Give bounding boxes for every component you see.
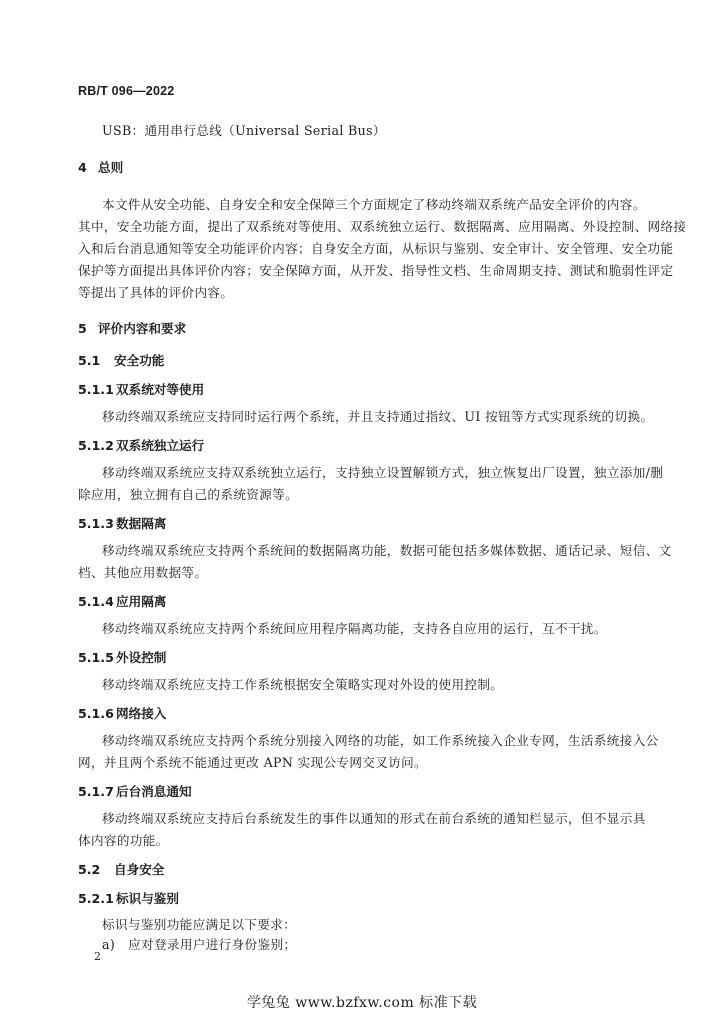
section-title: 安全功能 [114, 353, 165, 368]
standard-code: RB/T 096—2022 [78, 84, 175, 98]
section-title: 网络接入 [116, 706, 167, 721]
section-5-1-2-heading [78, 435, 204, 454]
section-number: 5.1.6 [78, 706, 114, 721]
section-number: 5.2.1 [78, 891, 114, 906]
paragraph-line: 档、其他应用数据等。 [78, 565, 208, 580]
paragraph-line: 等提出了具体的评价内容。 [78, 285, 234, 300]
paragraph-line: 除应用，独立拥有自己的系统资源等。 [78, 487, 299, 502]
paragraph-line: 移动终端双系统应支持两个系统分别接入网络的功能，如工作系统接入企业专网，生活系统接入公 [102, 733, 659, 748]
section-title: 外设控制 [116, 650, 167, 665]
section-5-1-1-heading [78, 379, 204, 398]
section-number: 5.1.7 [78, 784, 114, 799]
paragraph-line: 移动终端双系统应支持同时运行两个系统，并且支持通过指纹、UI 按钮等方式实现系统的切换。 [102, 409, 654, 424]
paragraph-line: 移动终端双系统应支持两个系统间应用程序隔离功能，支持各自应用的运行，互不干扰。 [102, 621, 607, 636]
section-number: 5.1.2 [78, 438, 114, 453]
section-5-1-5-heading [78, 647, 166, 666]
section-5-1-heading [78, 350, 164, 369]
section-number: 4 [78, 160, 87, 175]
section-number: 5.1.4 [78, 594, 114, 609]
section-number: 5.1 [78, 353, 101, 368]
abbrev-usb: USB：通用串行总线（Universal Serial Bus） [102, 123, 386, 138]
section-number: 5.2 [78, 862, 101, 877]
section-number: 5.1.5 [78, 650, 114, 665]
section-title: 评价内容和要求 [98, 321, 187, 336]
section-5-1-7-heading [78, 781, 192, 800]
paragraph-line: 移动终端双系统应支持后台系统发生的事件以通知的形式在前台系统的通知栏显示，但不显示具 [102, 811, 646, 826]
section-title: 后台消息通知 [116, 784, 192, 799]
paragraph-line: 体内容的功能。 [78, 833, 169, 848]
section-number: 5.1.1 [78, 382, 114, 397]
page-number: 2 [94, 950, 101, 963]
section-title: 标识与鉴别 [116, 891, 179, 906]
section-title: 双系统对等使用 [116, 382, 205, 397]
section-number: 5.1.3 [78, 516, 114, 531]
section-5-1-4-heading [78, 591, 166, 610]
paragraph-line: 移动终端双系统应支持双系统独立运行，支持独立设置解锁方式，独立恢复出厂设置，独立添加/删 [102, 465, 664, 480]
section-title: 数据隔离 [116, 516, 167, 531]
paragraph-line: 移动终端双系统应支持工作系统根据安全策略实现对外设的使用控制。 [102, 677, 504, 692]
section-title: 自身安全 [114, 862, 165, 877]
paragraph-line: 其中，安全功能方面，提出了双系统对等使用、双系统独立运行、数据隔离、应用隔离、外设控制、网络接 [78, 219, 687, 234]
section-title: 应用隔离 [116, 594, 167, 609]
section-number: 5 [78, 321, 87, 336]
section-5-2-heading [78, 859, 164, 878]
paragraph-line: 入和后台消息通知等安全功能评价内容；自身安全方面，从标识与鉴别、安全审计、安全管理、安全功能 [78, 241, 674, 256]
section-5-2-1-heading [78, 888, 179, 907]
section-5-1-3-heading [78, 513, 166, 532]
paragraph-line: 网，并且两个系统不能通过更改 APN 实现公专网交叉访问。 [78, 755, 427, 770]
paragraph-line: 移动终端双系统应支持两个系统间的数据隔离功能，数据可能包括多媒体数据、通话记录、短信、文 [102, 543, 672, 558]
section-5-1-6-heading [78, 703, 166, 722]
paragraph-line: 本文件从安全功能、自身安全和安全保障三个方面规定了移动终端双系统产品安全评价的内容。 [102, 197, 646, 212]
section-4-heading [78, 157, 123, 176]
section-title: 总则 [98, 160, 124, 175]
paragraph-line: 保护等方面提出具体评价内容；安全保障方面，从开发、指导性文档、生命周期支持、测试和脆弱性评定 [78, 263, 674, 278]
watermark-footer: 学兔兔 www.bzfxw.com 标准下载 [246, 995, 478, 1011]
list-item: a) 应对登录用户进行身份鉴别； [102, 937, 297, 952]
paragraph-line: 标识与鉴别功能应满足以下要求： [102, 917, 297, 932]
section-title: 双系统独立运行 [116, 438, 205, 453]
section-5-heading [78, 318, 186, 337]
